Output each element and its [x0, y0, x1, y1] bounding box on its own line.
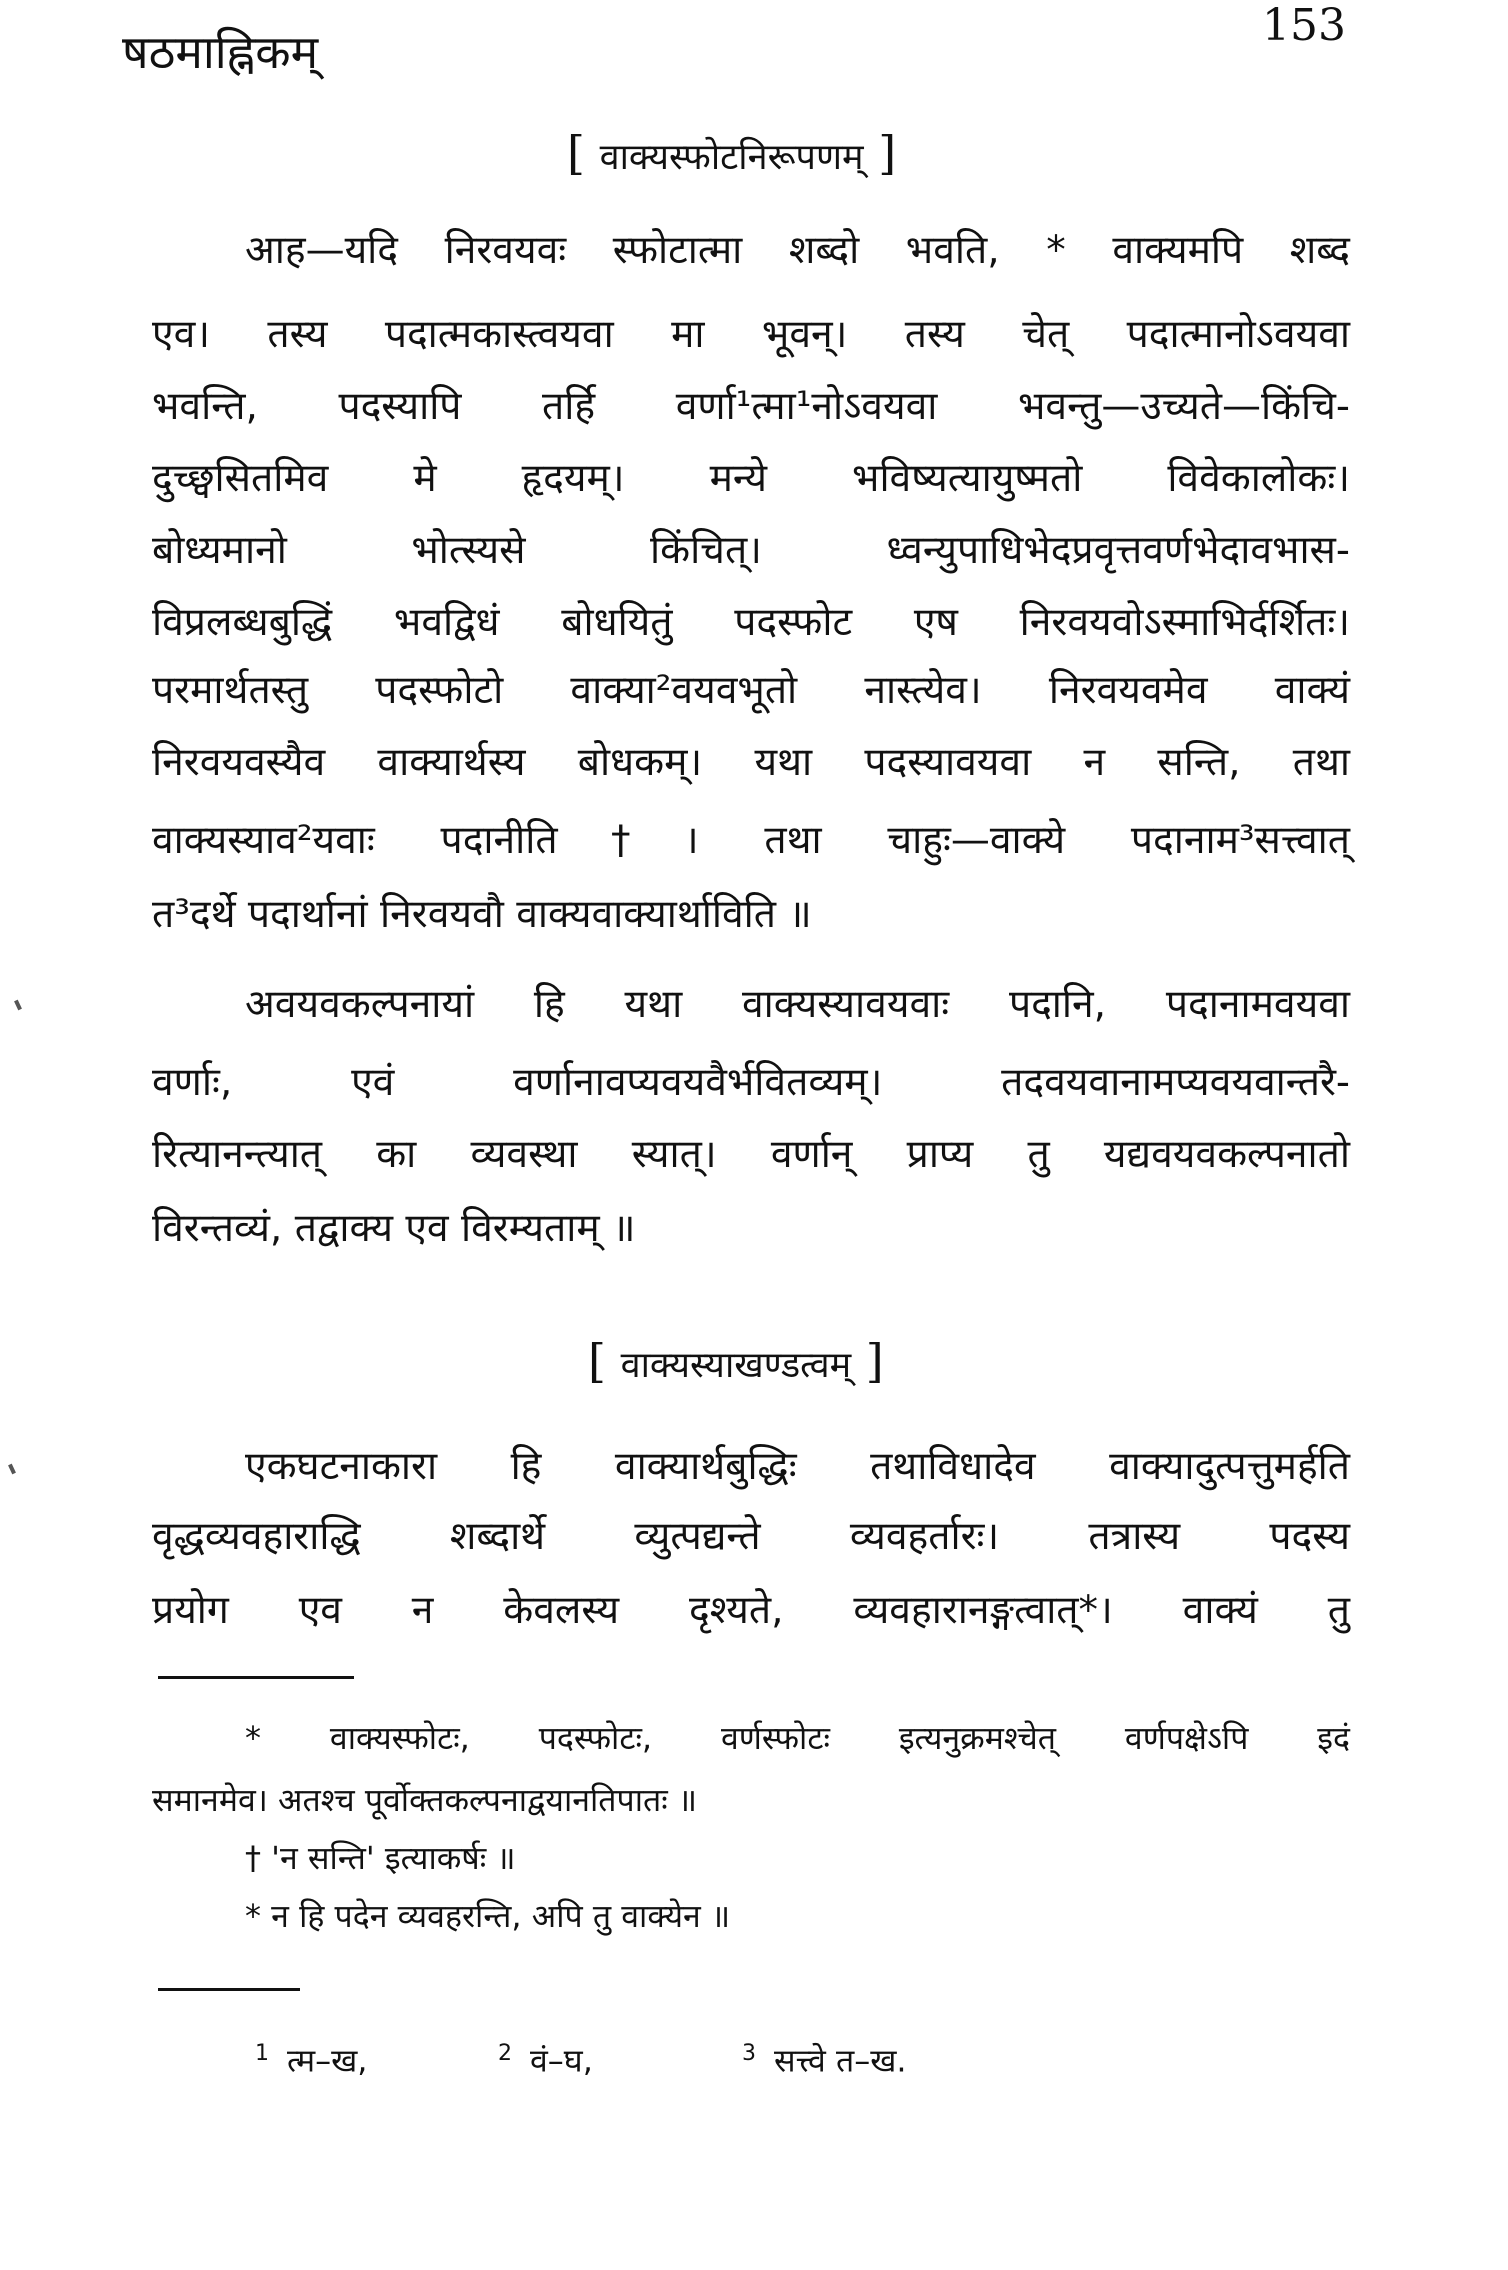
section-heading-akhandatva	[588, 1336, 884, 1391]
footnote-rule	[158, 1676, 354, 1679]
variant-number: 1	[255, 2041, 269, 2066]
variants-rule	[158, 1988, 300, 1991]
section-heading-vakyasphota	[567, 128, 896, 183]
variant-text: वं–घ,	[530, 2041, 593, 2080]
text-line: वाक्यस्याव²यवाः पदानीति†। तथा चाहुः—वाक्ये पदानाम³सत्त्वात्	[152, 818, 1350, 863]
text-line: निरवयवस्यैव वाक्यार्थस्य बोधकम्। यथा पदस्यावयवा न सन्ति, तथा	[152, 740, 1350, 785]
variant-reading	[742, 2032, 907, 2083]
running-head: षठमाह्निकम्	[122, 25, 319, 79]
text-line: परमार्थतस्तु पदस्फोटो वाक्या²वयवभूतो नास्त्येव। निरवयवमेव वाक्यं	[152, 668, 1350, 713]
text-line: विप्रलब्धबुद्धिं भवद्विधं बोधयितुं पदस्फोट एष निरवयवोऽस्माभिर्दर्शितः।	[152, 600, 1350, 645]
variant-text: त्म–ख,	[287, 2041, 368, 2080]
page-number: 153	[1262, 0, 1346, 51]
footnote: * वाक्यस्फोटः, पदस्फोटः, वर्णस्फोटः इत्यनुक्रमश्चेत् वर्णपक्षेऽपि इदं	[245, 1719, 1350, 1757]
open-bracket: [	[588, 1334, 621, 1388]
scan-mark	[8, 1464, 16, 1475]
text-line: बोध्यमानो भोत्स्यसे किंचित्। ध्वन्युपाधिभेदप्रवृत्तवर्णभेदावभास-	[152, 528, 1350, 573]
variant-number: 3	[742, 2041, 756, 2066]
variant-reading	[255, 2032, 367, 2083]
close-bracket: ]	[863, 126, 897, 180]
text-line: प्रयोग एव न केवलस्य दृश्यते, व्यवहारानङ्गत्वात्*। वाक्यं तु	[152, 1588, 1350, 1633]
text-line: त³दर्थे पदार्थानां निरवयवौ वाक्यवाक्यार्थाविति ॥	[152, 892, 812, 937]
footnote: † 'न सन्ति' इत्याकर्षः ॥	[245, 1839, 516, 1877]
text-line: अवयवकल्पनायां हि यथा वाक्यस्यावयवाः पदानि, पदानामवयवा	[245, 982, 1350, 1027]
text-line: वर्णाः, एवं वर्णानावप्यवयवैर्भवितव्यम्। तदवयवानामप्यवयवान्तरै-	[152, 1060, 1350, 1105]
text-line: रित्यानन्त्यात् का व्यवस्था स्यात्। वर्णान् प्राप्य तु यद्यवयवकल्पनातो	[152, 1132, 1350, 1177]
footnote: * न हि पदेन व्यवहरन्ति, अपि तु वाक्येन ॥	[245, 1897, 731, 1935]
section-heading-text: वाक्यस्याखण्डत्वम्	[620, 1345, 852, 1386]
footnote: समानमेव। अतश्च पूर्वोक्तकल्पनाद्वयानतिपातः ॥	[152, 1781, 698, 1819]
text-line: भवन्ति, पदस्यापि तर्हि वर्णा¹त्मा¹नोऽवयवा भवन्तु—उच्यते—किंचि-	[152, 384, 1350, 429]
close-bracket: ]	[851, 1334, 884, 1388]
variant-text: सत्त्वे त–ख.	[774, 2041, 907, 2080]
text-line: दुच्छ्वसितमिव मे हृदयम्। मन्ये भविष्यत्यायुष्मतो विवेकालोकः।	[152, 456, 1350, 501]
section-heading-text: वाक्यस्फोटनिरूपणम्	[599, 137, 864, 178]
variant-reading	[498, 2032, 593, 2083]
text-line: एव। तस्य पदात्मकास्त्वयवा मा भूवन्। तस्य चेत् पदात्मानोऽवयवा	[152, 312, 1350, 357]
text-line: वृद्धव्यवहाराद्धि शब्दार्थे व्युत्पद्यन्ते व्यवहर्तारः। तत्रास्य पदस्य	[152, 1514, 1350, 1559]
scan-mark	[14, 1000, 22, 1011]
variant-number: 2	[498, 2041, 512, 2066]
text-line: एकघटनाकारा हि वाक्यार्थबुद्धिः तथाविधादेव वाक्यादुत्पत्तुमर्हति	[245, 1444, 1350, 1489]
text-line: आह—यदि निरवयवः स्फोटात्मा शब्दो भवति, * वाक्यमपि शब्द	[245, 228, 1350, 273]
text-line: विरन्तव्यं, तद्वाक्य एव विरम्यताम् ॥	[152, 1206, 636, 1251]
open-bracket: [	[567, 126, 600, 180]
